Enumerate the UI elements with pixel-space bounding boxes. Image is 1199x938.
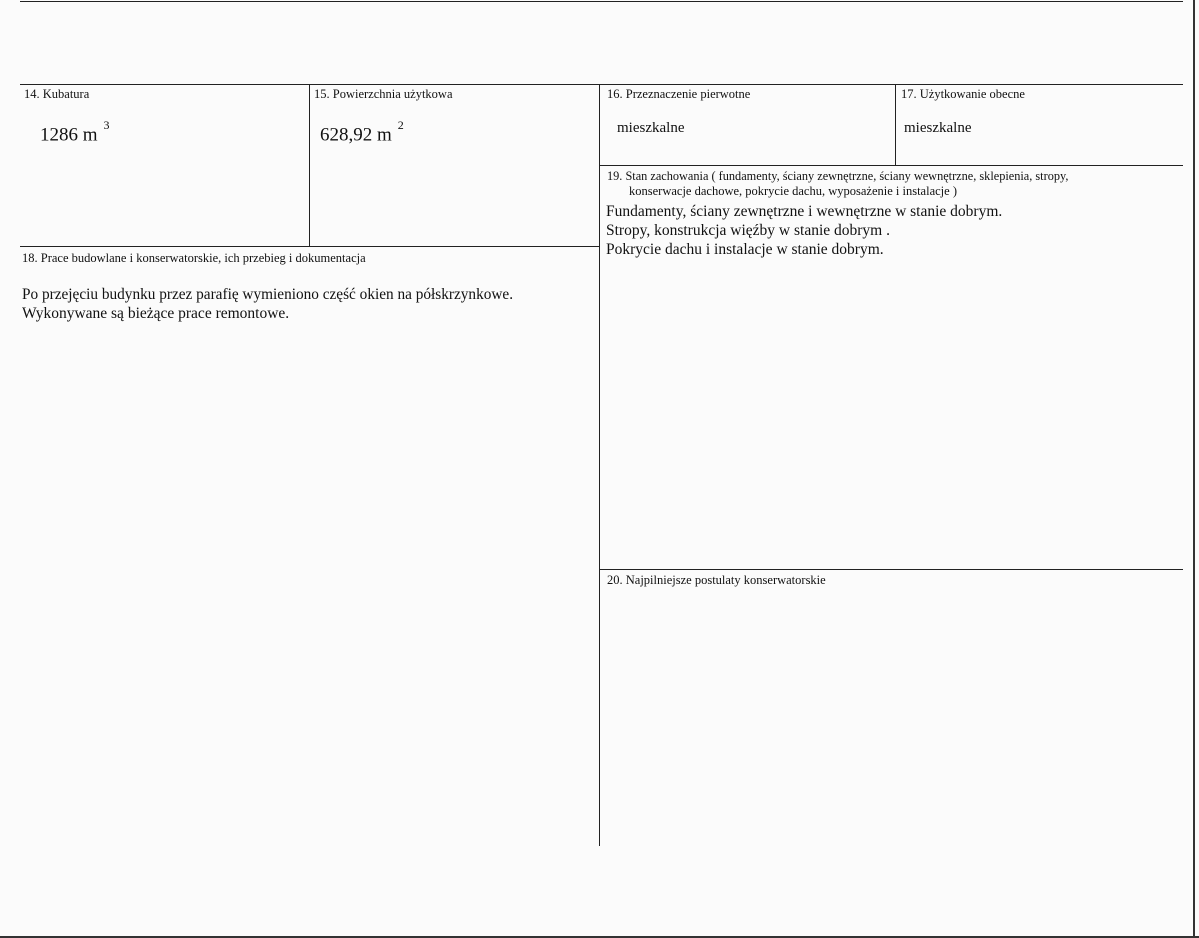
field-19-line: Pokrycie dachu i instalacje w stanie dobrym. xyxy=(606,241,884,258)
field-17-label: 17. Użytkowanie obecne xyxy=(901,87,1025,101)
field-18-line: Wykonywane są bieżące prace remontowe. xyxy=(22,305,290,322)
field-19-content xyxy=(606,202,1186,259)
row19-top-rule xyxy=(600,165,1183,166)
field-19-label-line2: konserwacje dachowe, pokrycie dachu, wyposażenie i instalacje ) xyxy=(629,184,957,198)
field-17-value: mieszkalne xyxy=(904,120,972,136)
field-14-exponent: 3 xyxy=(103,118,110,132)
divider-center xyxy=(599,84,600,846)
field-15-exponent: 2 xyxy=(397,118,404,132)
row18-top-rule xyxy=(20,246,600,247)
field-18-line: Po przejęciu budynku przez parafię wymieniono część okien na półskrzynkowe. xyxy=(22,286,514,303)
field-20-label: 20. Najpilniejsze postulaty konserwatorskie xyxy=(607,573,826,587)
field-14-label: 14. Kubatura xyxy=(24,87,90,101)
field-19-label-line1: 19. Stan zachowania ( fundamenty, ściany zewnętrzne, ściany wewnętrzne, sklepienia, stropy, xyxy=(607,169,1069,183)
field-18-content xyxy=(22,285,598,323)
field-14-number: 1286 m xyxy=(40,124,98,146)
row1-top-rule xyxy=(20,84,1183,85)
field-16-label: 16. Przeznaczenie pierwotne xyxy=(607,87,751,101)
field-15-label: 15. Powierzchnia użytkowa xyxy=(314,87,453,101)
field-19-line: Stropy, konstrukcja więźby w stanie dobrym . xyxy=(606,222,890,239)
field-19-label xyxy=(607,169,1175,199)
field-15-value xyxy=(320,118,404,146)
field-15-number: 628,92 m xyxy=(320,124,392,146)
row20-top-rule xyxy=(600,569,1183,570)
field-18-label: 18. Prace budowlane i konserwatorskie, ich przebieg i dokumentacja xyxy=(22,251,366,265)
divider-16-17 xyxy=(895,84,896,165)
top-rule xyxy=(20,1,1183,2)
scan-edge-right xyxy=(1193,0,1195,938)
field-16-value: mieszkalne xyxy=(617,120,685,136)
field-19-line: Fundamenty, ściany zewnętrzne i wewnętrzne w stanie dobrym. xyxy=(606,203,1003,220)
divider-14-15 xyxy=(309,84,310,246)
field-14-value xyxy=(40,118,110,146)
